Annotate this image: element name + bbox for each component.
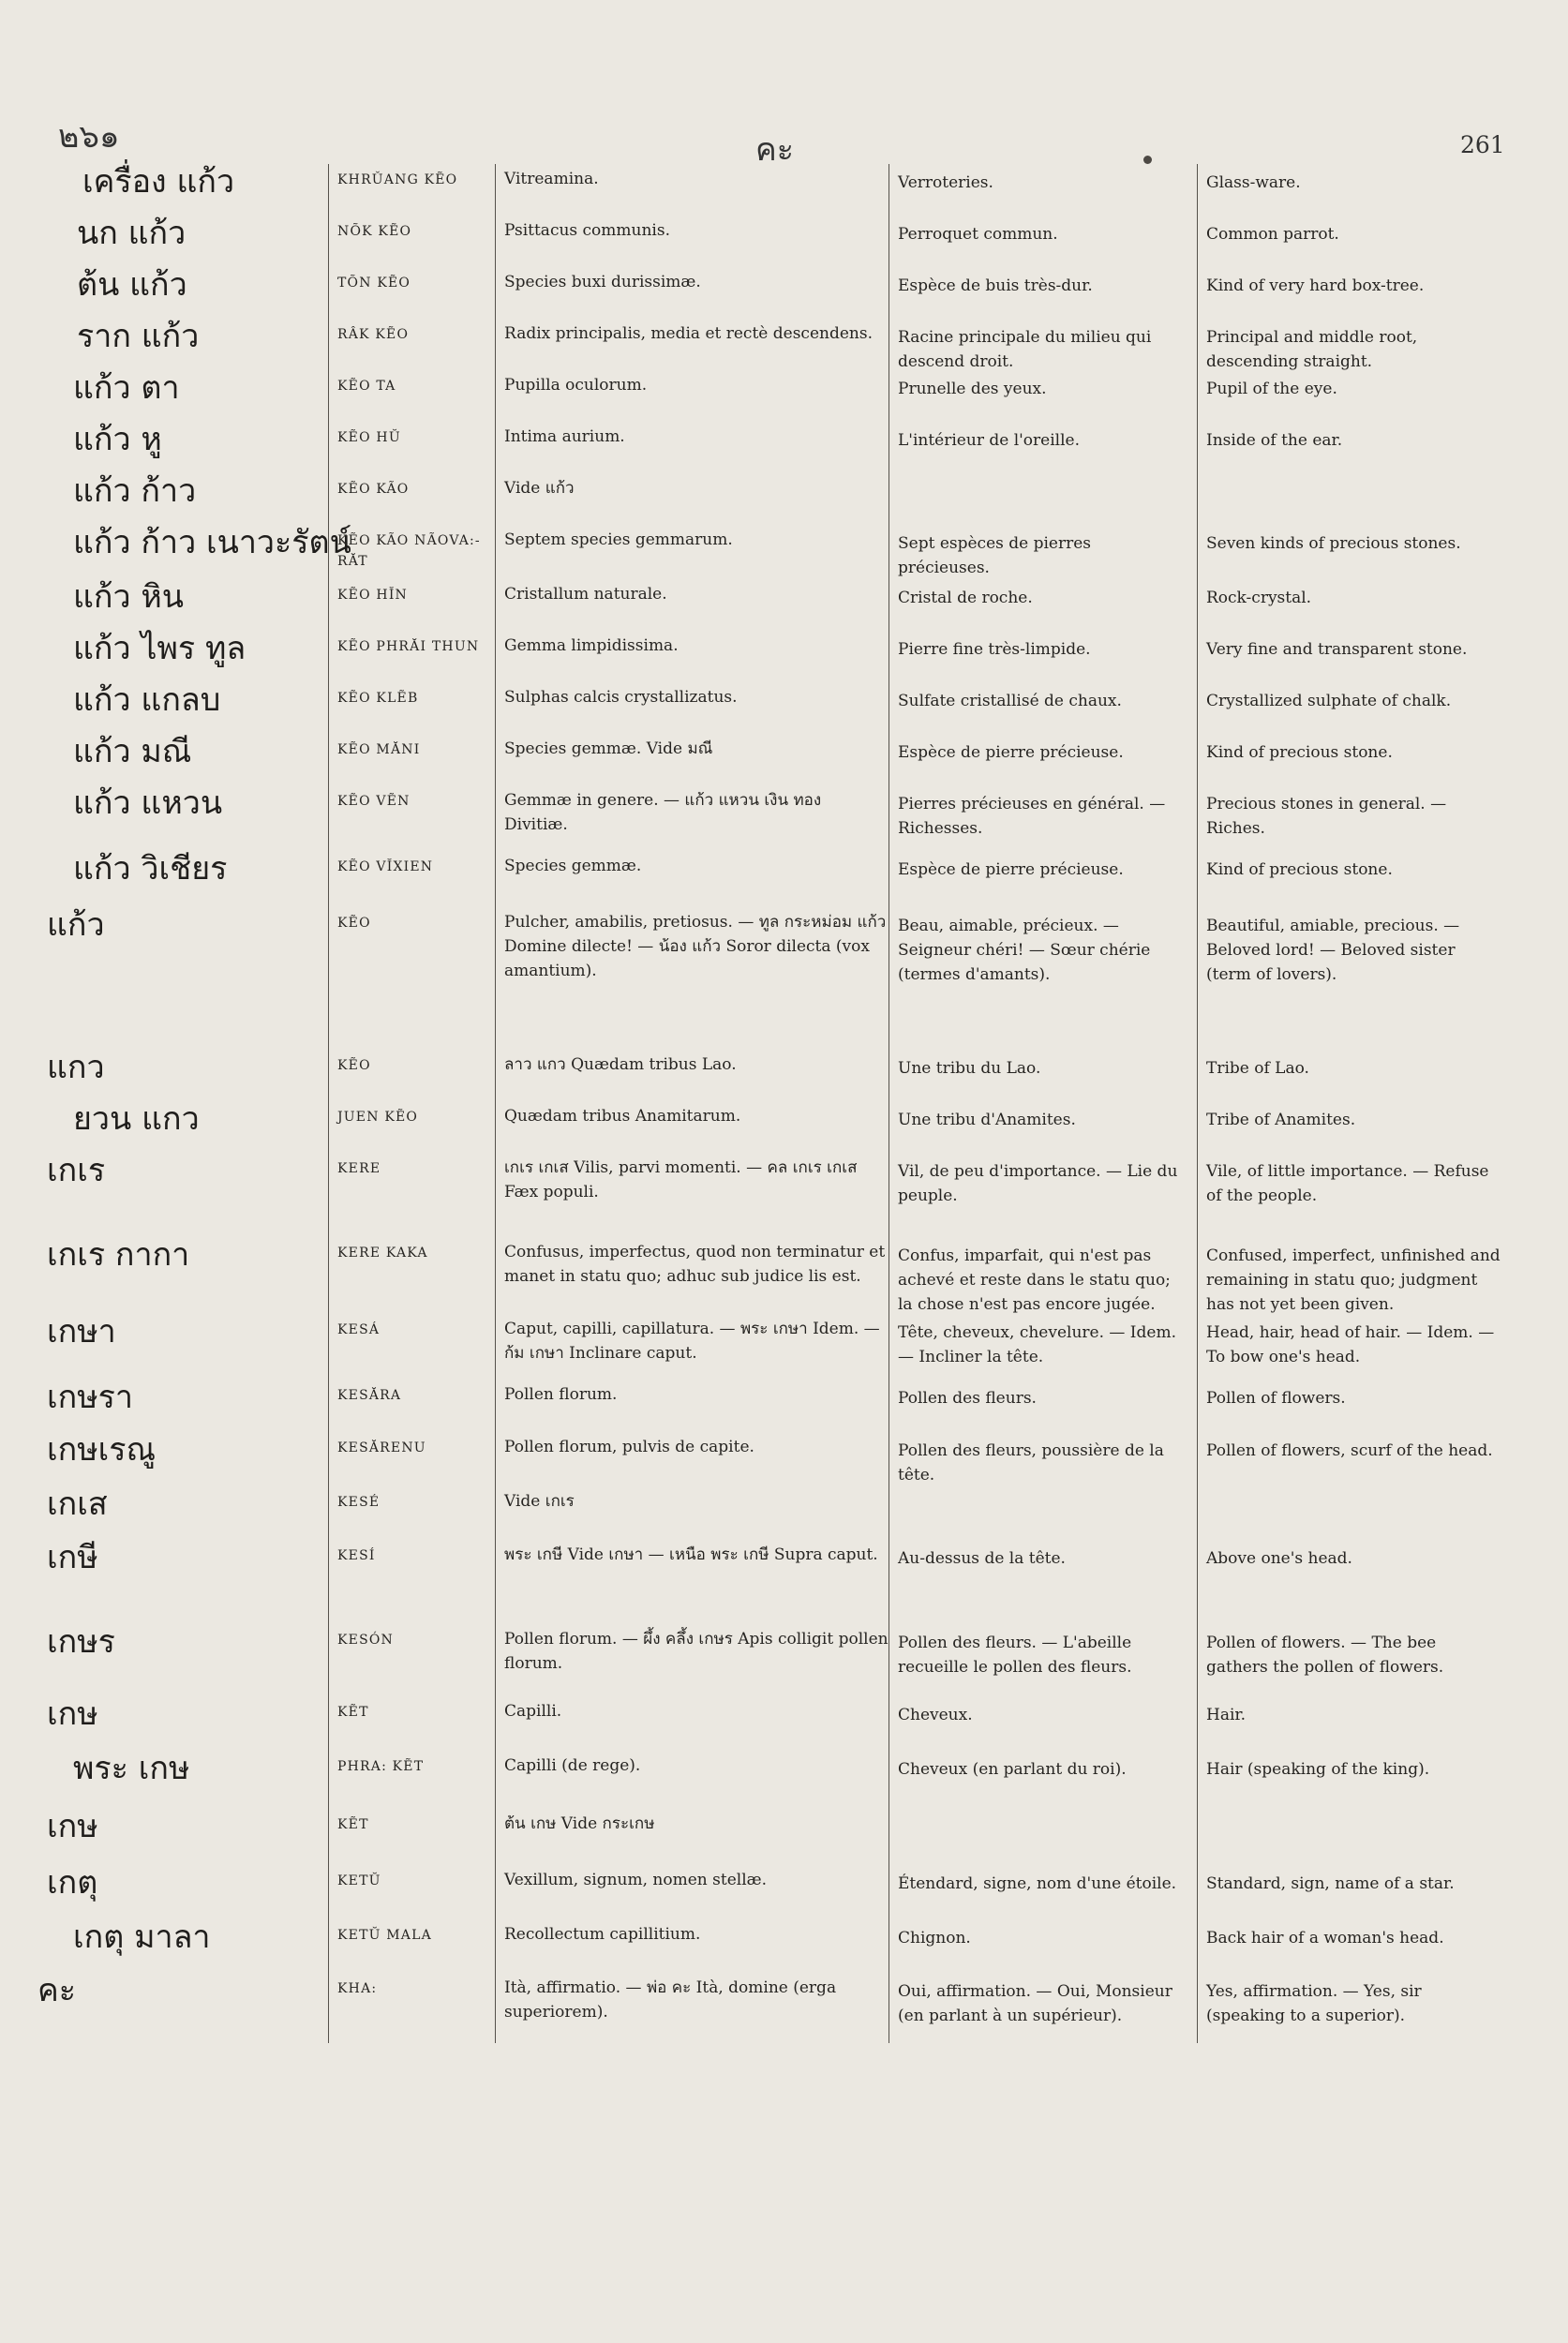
entry-french: Pollen des fleurs, poussière de la tête. — [898, 1441, 1164, 1485]
entry-romanization: KẼO — [337, 1058, 371, 1073]
entry-english: Above one's head. — [1206, 1549, 1352, 1568]
entry-headword: เกษเรณู — [47, 1431, 157, 1469]
entry-headword: เครื่อง แก้ว — [82, 163, 235, 201]
entry-romanization: KẼO KÃO — [337, 482, 410, 497]
entry-romanization: KẼO PHRĂI THUN — [337, 639, 480, 654]
entry-english: Glass-ware. — [1206, 173, 1301, 192]
entry-french — [898, 473, 1187, 480]
entry-english: Standard, sign, name of a star. — [1206, 1874, 1455, 1893]
running-head: คะ — [755, 131, 795, 169]
column-rule — [1197, 164, 1198, 2043]
entry-romanization: KẼO VẼN — [337, 794, 411, 809]
entry-french: Cristal de roche. — [898, 589, 1033, 607]
entry-romanization: KẼO KÃO NÃOVA:-RĂT — [337, 533, 481, 569]
entry-english: Seven kinds of precious stones. — [1206, 534, 1461, 553]
entry-latin: Recollectum capillitium. — [504, 1925, 701, 1944]
entry-english: Hair (speaking of the king). — [1206, 1760, 1430, 1779]
entry-headword: พระ เกษ — [73, 1750, 190, 1787]
entry-headword: เกษ — [47, 1695, 98, 1733]
entry-headword: เกษรา — [47, 1379, 133, 1416]
entry-english: Pupil of the eye. — [1206, 380, 1337, 398]
entry-english: Beautiful, amiable, precious. — Beloved lord! — Beloved sister (term of lovers). — [1206, 917, 1460, 984]
entry-latin: พระ เกษี Vide เกษา — เหนือ พระ เกษี Supra caput. — [504, 1545, 878, 1564]
entry-latin: Radix principalis, media et rectè descendens. — [504, 324, 873, 343]
entry-headword: เกษี — [47, 1539, 98, 1576]
entry-french: Sept espèces de pierres précieuses. — [898, 534, 1092, 577]
entry-headword: แก้ว ก้าว เนาวะรัตน์ — [73, 524, 351, 561]
entry-french: Pierre fine très-limpide. — [898, 640, 1091, 659]
entry-french: Pollen des fleurs. — L'abeille recueille le pollen des fleurs. — [898, 1634, 1132, 1677]
entry-romanization: KESÍ — [337, 1548, 376, 1563]
entry-headword: เกเร กากา — [47, 1236, 190, 1274]
entry-french: Oui, affirmation. — Oui, Monsieur (en parlant à un supérieur). — [898, 1982, 1172, 2025]
entry-headword: เกเร — [47, 1152, 106, 1189]
entry-french: Racine principale du milieu qui descend droit. — [898, 328, 1152, 371]
entry-romanization: KHRǓANG KẼO — [337, 172, 458, 187]
entry-french: Verroteries. — [898, 173, 993, 192]
entry-headword: เกษ — [47, 1808, 98, 1845]
entry-english: Head, hair, head of hair. — Idem. — To bow one's head. — [1206, 1323, 1495, 1366]
entry-headword: แกว — [47, 1049, 105, 1086]
entry-french: Perroquet commun. — [898, 225, 1058, 244]
entry-french: Une tribu du Lao. — [898, 1059, 1041, 1078]
entry-romanization: KẼO HŬ — [337, 430, 401, 445]
entry-headword: ต้น แก้ว — [77, 266, 187, 304]
entry-latin: Pollen florum, pulvis de capite. — [504, 1438, 754, 1456]
entry-english: Hair. — [1206, 1706, 1247, 1724]
entry-romanization: TÕN KẼO — [337, 276, 411, 291]
entry-romanization: KẼO — [337, 916, 371, 931]
entry-french: Espèce de buis très-dur. — [898, 276, 1093, 295]
entry-latin: Quædam tribus Anamitarum. — [504, 1107, 741, 1126]
entry-latin: Capilli (de rege). — [504, 1756, 641, 1775]
entry-english: Kind of precious stone. — [1206, 860, 1393, 879]
entry-english: Principal and middle root, descending straight. — [1206, 328, 1418, 371]
entry-romanization: KETŬ — [337, 1873, 381, 1888]
entry-romanization: KESĂRA — [337, 1388, 402, 1403]
entry-latin: Species gemmæ. — [504, 857, 642, 875]
entry-headword: เกษร — [47, 1623, 115, 1661]
entry-english: Inside of the ear. — [1206, 431, 1343, 450]
entry-latin: Pollen florum. — [504, 1385, 618, 1404]
entry-french: Espèce de pierre précieuse. — [898, 860, 1124, 879]
entry-english — [1206, 1486, 1502, 1493]
entry-latin: Cristallum naturale. — [504, 585, 667, 604]
entry-romanization: RÂK KẼO — [337, 327, 410, 342]
entry-romanization: KESÁ — [337, 1322, 381, 1337]
entry-headword: แก้ว แกลบ — [73, 681, 221, 719]
entry-headword: แก้ว มณี — [73, 733, 192, 770]
entry-latin: Vitreamina. — [504, 170, 599, 188]
entry-romanization: KESÓN — [337, 1633, 394, 1648]
page-number-thai: ๒๖๑ — [58, 118, 120, 156]
entry-romanization: KERE KAKA — [337, 1246, 428, 1261]
entry-romanization: KESÉ — [337, 1495, 381, 1510]
entry-romanization: KHA: — [337, 1981, 378, 1996]
entry-latin: Vexillum, signum, nomen stellæ. — [504, 1871, 768, 1889]
entry-romanization: KETŬ MALA — [337, 1928, 432, 1943]
entry-latin: ต้น เกษ Vide กระเกษ — [504, 1814, 655, 1833]
entry-english: Crystallized sulphate of chalk. — [1206, 692, 1452, 710]
entry-latin: Septem species gemmarum. — [504, 530, 733, 549]
entry-headword: เกตุ มาลา — [73, 1918, 211, 1956]
entry-french: Chignon. — [898, 1929, 971, 1948]
dictionary-entries — [0, 150, 1568, 2043]
entry-headword: แก้ว แหวน — [73, 784, 223, 822]
entry-headword: แก้ว หู — [73, 421, 162, 458]
entry-latin: Vide แก้ว — [504, 479, 575, 498]
entry-english — [1206, 1809, 1502, 1815]
entry-headword: คะ — [37, 1972, 77, 2009]
entry-romanization: KẼO TA — [337, 379, 396, 394]
entry-latin: เกเร เกเส Vilis, parvi momenti. — คล เกเร เกเส Fæx populi. — [504, 1158, 858, 1201]
entry-french — [898, 1809, 1187, 1815]
entry-latin: Vide เกเร — [504, 1492, 575, 1511]
entry-headword: เกษา — [47, 1313, 116, 1351]
entry-latin: Gemmæ in genere. — แก้ว แหวน เงิน ทอง Divitiæ. — [504, 791, 822, 834]
entry-french: Prunelle des yeux. — [898, 380, 1047, 398]
entry-latin: Intima aurium. — [504, 427, 625, 446]
entry-english: Back hair of a woman's head. — [1206, 1929, 1444, 1948]
entry-french: Sulfate cristallisé de chaux. — [898, 692, 1122, 710]
entry-latin: Pollen florum. — ผึ้ง คลึ้ง เกษร Apis colligit pollen florum. — [504, 1630, 889, 1673]
entry-romanization: KẼO HĬN — [337, 588, 408, 603]
entry-english: Tribe of Anamites. — [1206, 1111, 1356, 1129]
entry-french: Confus, imparfait, qui n'est pas achevé et reste dans le statu quo; la chose n'est pas encore jugée. — [898, 1246, 1171, 1314]
entry-romanization: KERE — [337, 1161, 381, 1176]
entry-romanization: JUEN KẼO — [337, 1110, 419, 1125]
entry-english: Kind of precious stone. — [1206, 743, 1393, 762]
entry-english: Common parrot. — [1206, 225, 1339, 244]
entry-headword: ราก แก้ว — [77, 318, 200, 355]
entry-french — [898, 1486, 1187, 1493]
entry-headword: แก้ว ก้าว — [73, 472, 197, 510]
entry-romanization: KESĂRENU — [337, 1440, 426, 1455]
entry-french: Pollen des fleurs. — [898, 1389, 1037, 1408]
entry-headword: เกเส — [47, 1485, 108, 1523]
entry-romanization: KẼO MĂNI — [337, 742, 421, 757]
entry-romanization: KẼT — [337, 1817, 369, 1832]
entry-latin: Gemma limpidissima. — [504, 636, 679, 655]
entry-latin: Ità, affirmatio. — พ่อ คะ Ità, domine (erga superiorem). — [504, 1978, 837, 2022]
entry-latin: ลาว แกว Quædam tribus Lao. — [504, 1055, 737, 1074]
entry-latin: Sulphas calcis crystallizatus. — [504, 688, 738, 707]
entry-romanization: KẼO VĬXIEN — [337, 859, 434, 874]
entry-headword: แก้ว ไพร ทูล — [73, 630, 246, 667]
entry-french: Cheveux (en parlant du roi). — [898, 1760, 1127, 1779]
entry-french: Espèce de pierre précieuse. — [898, 743, 1124, 762]
entry-romanization: NÕK KẼO — [337, 224, 412, 239]
entry-french: Cheveux. — [898, 1706, 973, 1724]
entry-romanization: KẼO KLẼB — [337, 691, 419, 706]
page-number: 261 — [1460, 131, 1505, 158]
entry-headword: เกตุ — [47, 1864, 98, 1902]
entry-english: Confused, imperfect, unfinished and remaining in statu quo; judgment has not yet been given. — [1206, 1246, 1501, 1314]
entry-french: Étendard, signe, nom d'une étoile. — [898, 1874, 1177, 1893]
entry-english: Rock-crystal. — [1206, 589, 1312, 607]
entry-french: L'intérieur de l'oreille. — [898, 431, 1080, 450]
entry-latin: Confusus, imperfectus, quod non terminatur et manet in statu quo; adhuc sub judice lis est. — [504, 1243, 886, 1286]
entry-latin: Species buxi durissimæ. — [504, 273, 701, 291]
entry-latin: Caput, capilli, capillatura. — พระ เกษา Idem. — ก้ม เกษา Inclinare caput. — [504, 1320, 880, 1363]
entry-english: Pollen of flowers, scurf of the head. — [1206, 1441, 1493, 1460]
entry-french: Vil, de peu d'importance. — Lie du peuple. — [898, 1162, 1178, 1205]
entry-latin: Capilli. — [504, 1702, 562, 1721]
entry-latin: Psittacus communis. — [504, 221, 670, 240]
entry-french: Au-dessus de la tête. — [898, 1549, 1066, 1568]
entry-romanization: PHRA: KẼT — [337, 1759, 425, 1774]
entry-english: Tribe of Lao. — [1206, 1059, 1309, 1078]
entry-headword: แก้ว หิน — [73, 578, 185, 616]
entry-headword: นก แก้ว — [77, 215, 187, 252]
entry-french: Beau, aimable, précieux. — Seigneur chéri! — Sœur chérie (termes d'amants). — [898, 917, 1151, 984]
entry-english: Kind of very hard box-tree. — [1206, 276, 1425, 295]
entry-french: Tête, cheveux, chevelure. — Idem. — Incliner la tête. — [898, 1323, 1176, 1366]
column-rule — [495, 164, 496, 2043]
entry-romanization: KẼT — [337, 1705, 369, 1720]
entry-english — [1206, 473, 1502, 480]
entry-french: Une tribu d'Anamites. — [898, 1111, 1076, 1129]
entry-headword: แก้ว ตา — [73, 369, 180, 407]
entry-french: Pierres précieuses en général. — Richesses. — [898, 795, 1166, 838]
column-rule — [328, 164, 329, 2043]
entry-english: Yes, affirmation. — Yes, sir (speaking to a superior). — [1206, 1982, 1422, 2025]
entry-headword: แก้ว — [47, 906, 105, 944]
entry-english: Pollen of flowers. — [1206, 1389, 1346, 1408]
entry-english: Pollen of flowers. — The bee gathers the pollen of flowers. — [1206, 1634, 1444, 1677]
entry-headword: ยวน แกว — [73, 1100, 200, 1138]
page-header — [0, 0, 1568, 169]
entry-english: Very fine and transparent stone. — [1206, 640, 1468, 659]
entry-latin: Pulcher, amabilis, pretiosus. — ทูล กระหม่อม แก้ว Domine dilecte! — น้อง แก้ว Soror dilecta (vox amantium). — [504, 913, 887, 980]
entry-english: Vile, of little importance. — Refuse of the people. — [1206, 1162, 1489, 1205]
entry-headword: แก้ว วิเชียร — [73, 850, 228, 888]
entry-latin: Species gemmæ. Vide มณี — [504, 739, 713, 758]
entry-english: Precious stones in general. — Riches. — [1206, 795, 1447, 838]
entry-latin: Pupilla oculorum. — [504, 376, 648, 395]
